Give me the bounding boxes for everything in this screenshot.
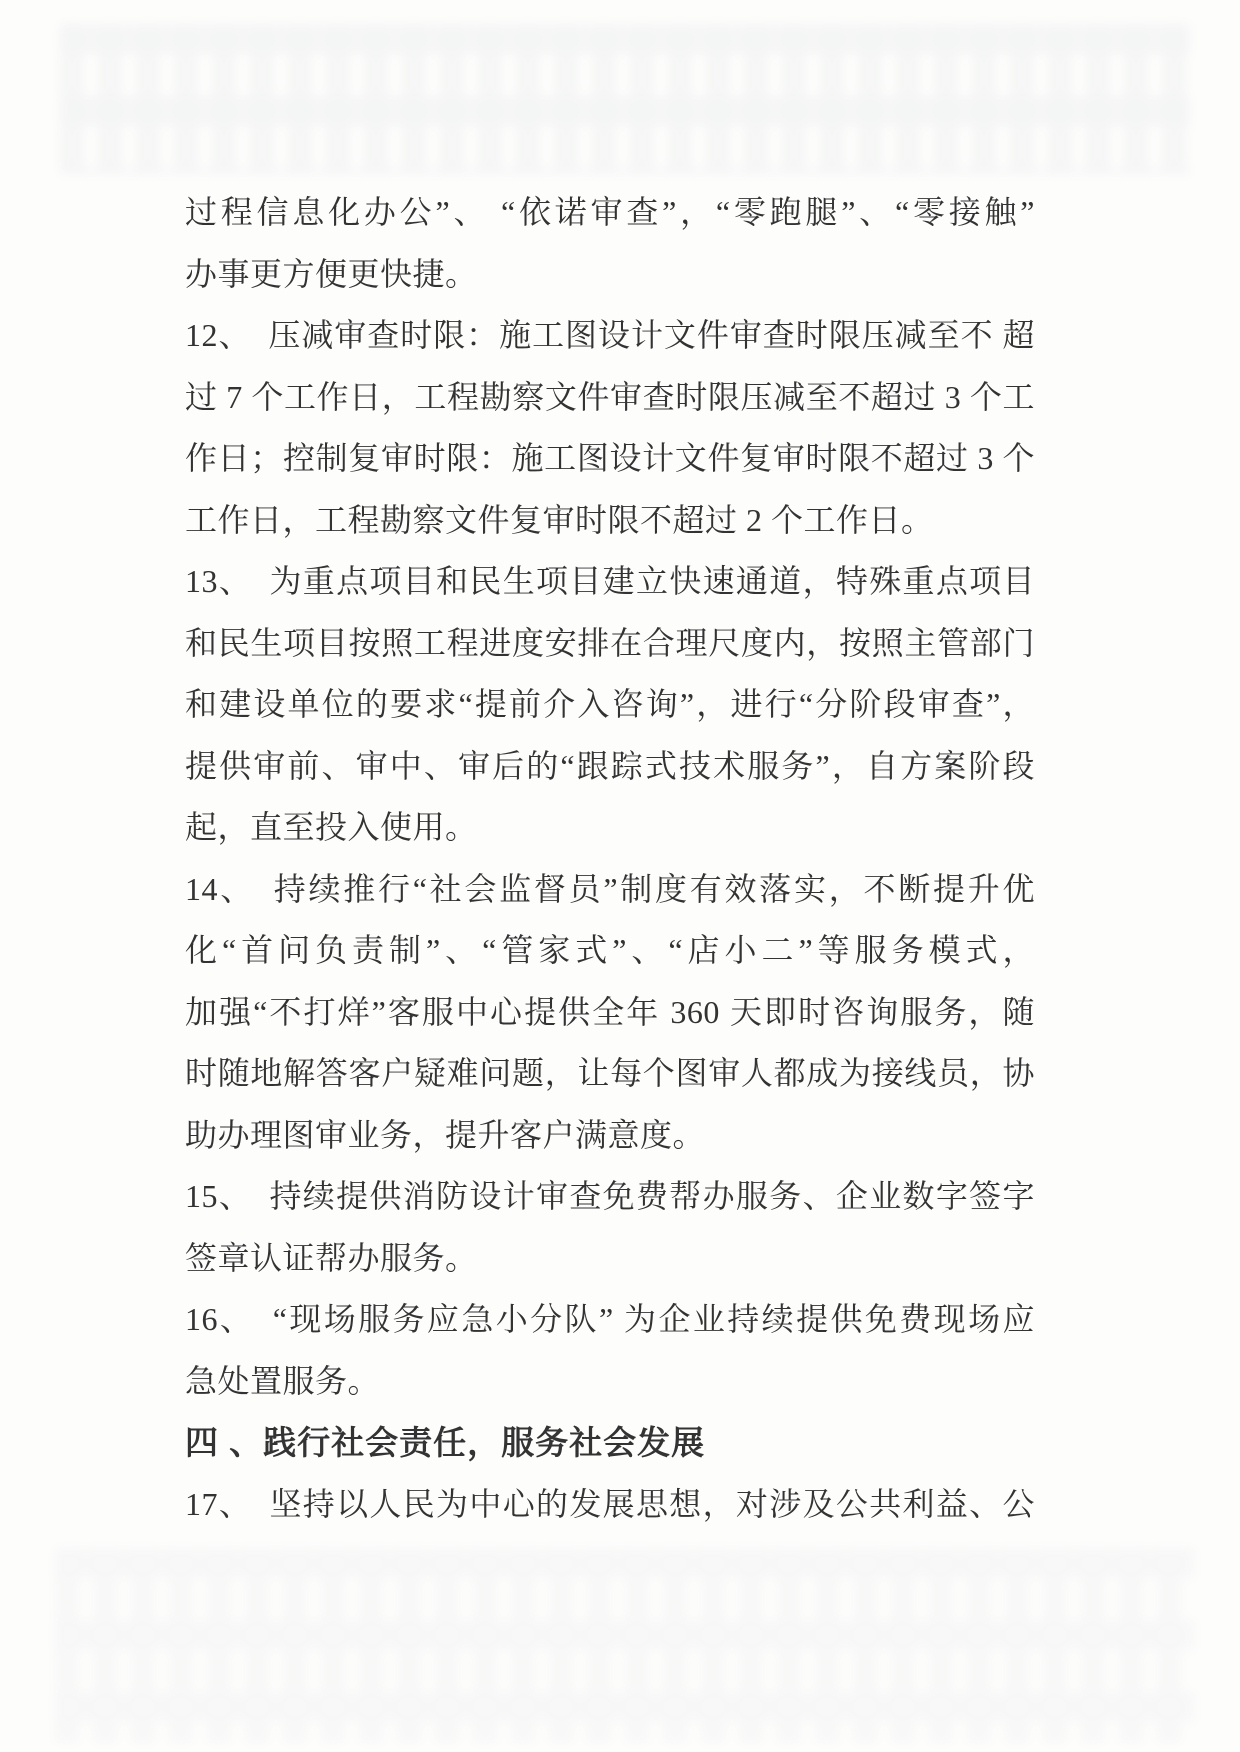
item-13-line-5: 起，直至投入使用。 [185, 809, 478, 845]
item-13-line-4: 提供审前、审中、审后的“跟踪式技术服务”，自方案阶段 [185, 747, 1035, 784]
para-continued-line-1: 过程信息化办公”、 “依诺审查”，“零跑腿”、“零接触” [185, 194, 1035, 230]
item-14-line-1: 14、 持续推行“社会监督员”制度有效落实，不断提升优 [185, 870, 1035, 907]
item-15-line-2: 签章认证帮办服务。 [185, 1239, 478, 1276]
item-17-line-1: 17、 坚持以人民为中心的发展思想，对涉及公共利益、公 [185, 1485, 1035, 1522]
item-13-line-1: 13、 为重点项目和民生项目建立快速通道，特殊重点项目 [185, 563, 1035, 599]
item-13-line-3: 和建设单位的要求“提前介入咨询”，进行“分阶段审查”， [185, 686, 1035, 722]
document-text-block [185, 182, 1035, 1535]
bleed-through-artifact-bottom [55, 1548, 1195, 1743]
item-16-line-2: 急处置服务。 [185, 1362, 381, 1399]
bleed-through-artifact-top [60, 24, 1190, 174]
item-15-line-1: 15、 持续提供消防设计审查免费帮办服务、企业数字签字 [185, 1178, 1035, 1214]
item-16-line-1: 16、 “现场服务应急小分队” 为企业持续提供免费现场应 [185, 1301, 1035, 1337]
item-14-line-2: 化“首问负责制”、“管家式”、“店小二”等服务模式， [185, 932, 1035, 968]
heading-section-4-line-1: 四 、践行社会责任，服务社会发展 [185, 1424, 706, 1461]
item-13-line-2: 和民生项目按照工程进度安排在合理尺度内，按照主管部门 [185, 624, 1035, 661]
item-12-line-1: 12、 压减审查时限：施工图设计文件审查时限压减至不 超 [185, 317, 1035, 353]
para-continued-line-2: 办事更方便更快捷。 [185, 255, 478, 292]
item-14-line-3: 加强“不打烊”客服中心提供全年 360 天即时咨询服务，随 [185, 993, 1035, 1030]
item-12-line-2: 过 7 个工作日，工程勘察文件审查时限压减至不超过 3 个工 [185, 378, 1035, 415]
item-14-line-5: 助办理图审业务，提升客户满意度。 [185, 1116, 706, 1153]
item-12-line-3: 作日；控制复审时限：施工图设计文件复审时限不超过 3 个 [185, 440, 1035, 476]
item-14-line-4: 时随地解答客户疑难问题，让每个图审人都成为接线员，协 [185, 1055, 1035, 1091]
item-12-line-4: 工作日，工程勘察文件复审时限不超过 2 个工作日。 [185, 501, 934, 538]
